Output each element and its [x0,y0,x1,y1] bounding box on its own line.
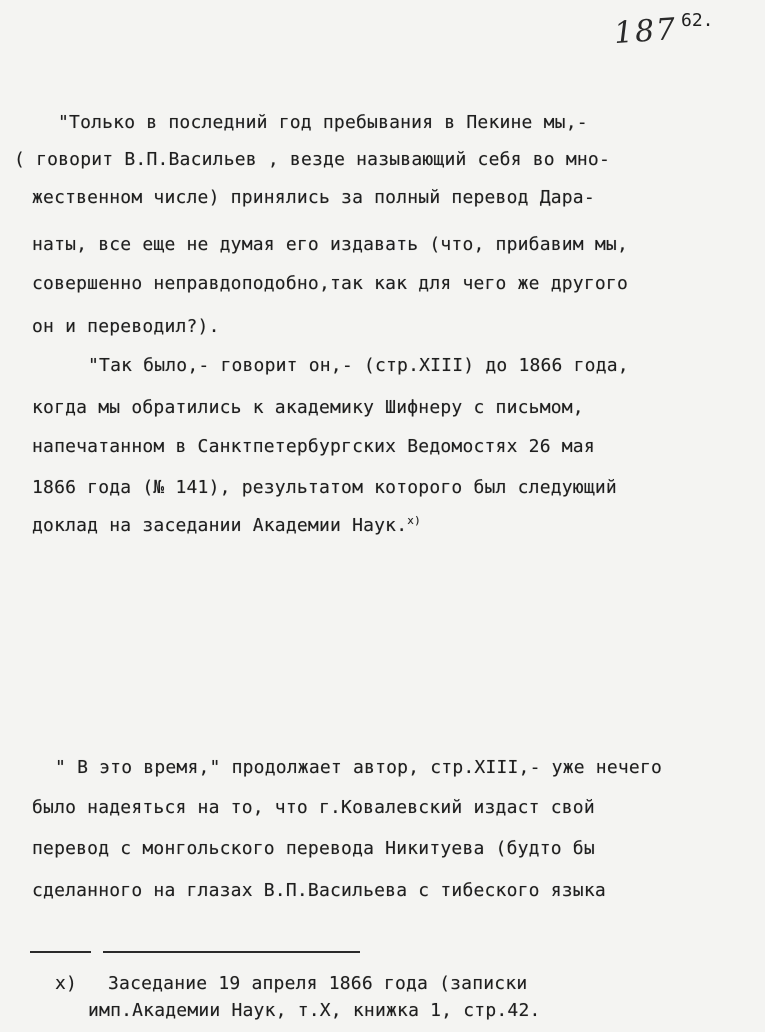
text-line: он и переводил?). [32,316,220,337]
text-line: ( говорит В.П.Васильев , везде называющий себя во мно- [14,149,610,170]
text-line: сделанного на глазах В.П.Васильева с тибеского языка [32,880,606,901]
text-line-with-footnote-mark [32,515,421,535]
footnote-line: имп.Академии Наук, т.Х, книжка 1, стр.42. [88,1000,541,1021]
footnote-reference: x) [407,514,421,527]
text-line: " В это время," продолжает автор, стр.XIII,- уже нечего [55,757,663,778]
typed-page-number: 62. [681,10,714,31]
text-line: 1866 года (№ 141), результатом которого был следующий [32,477,617,498]
text-line: жественном числе) принялись за полный перевод Дара- [32,187,595,208]
footnote-marker: x) [55,973,78,994]
handwritten-page-number: 187 [612,11,679,52]
text-line: наты, все еще не думая его издавать (что, прибавим мы, [32,234,628,255]
footnote-separator-gap [91,948,103,954]
text-line: "Так было,- говорит он,- (стр.XIII) до 1866 года, [88,355,629,376]
text-line: было надеяться на то, что г.Ковалевский издаст свой [32,797,595,818]
text-line: перевод с монгольского перевода Никитуева (будто бы [32,838,595,859]
footnote-line: Заседание 19 апреля 1866 года (записки [108,973,528,994]
text-line-content: доклад на заседании Академии Наук. [32,515,408,536]
text-line: совершенно неправдоподобно,так как для чего же другого [32,273,628,294]
footnote-separator [30,951,360,953]
text-line: напечатанном в Санктпетербургских Ведомостях 26 мая [32,436,595,457]
text-line: "Только в последний год пребывания в Пекине мы,- [58,112,588,133]
text-line: когда мы обратились к академику Шифнеру с письмом, [32,397,584,418]
